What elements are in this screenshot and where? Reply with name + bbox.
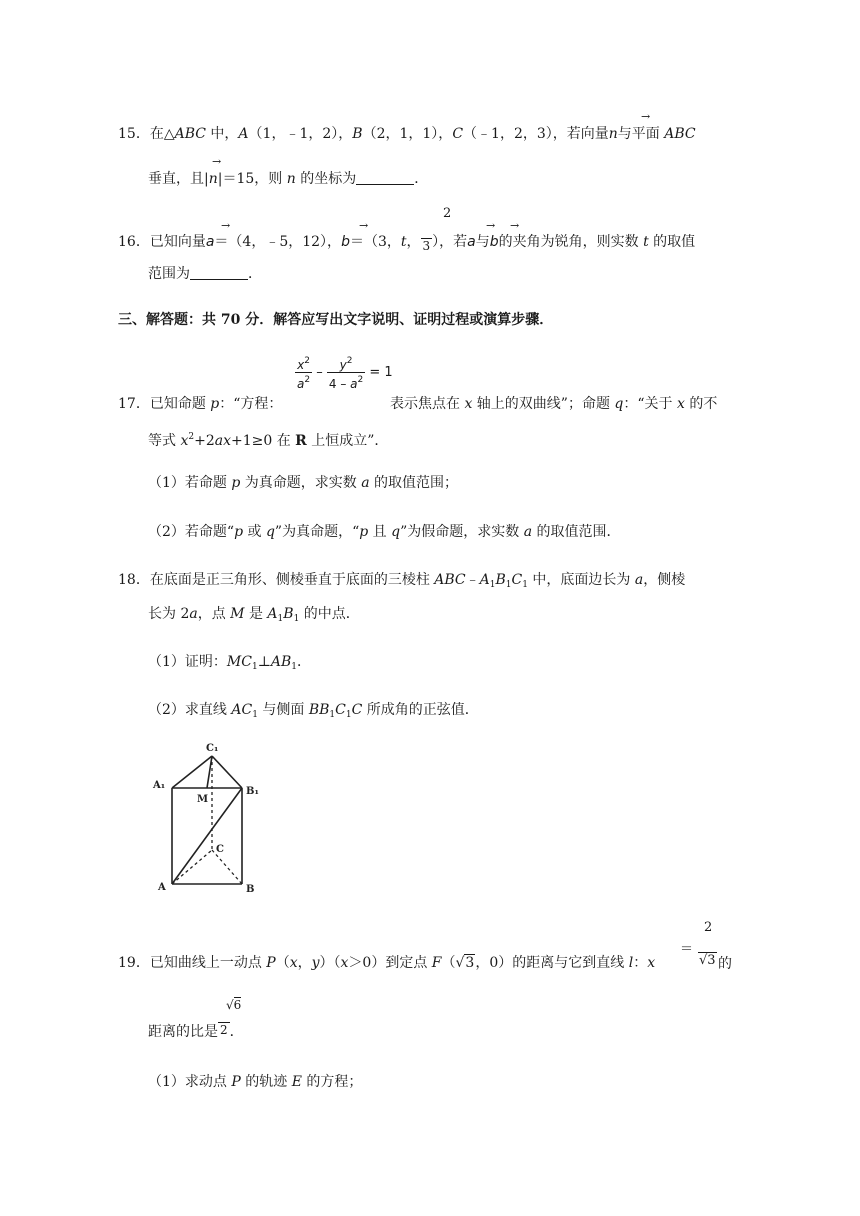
q18-line1 — [118, 570, 685, 595]
q17-frac2 — [327, 354, 365, 391]
q18-line2-text: 长为 2a，点 M 是 $A_1B_1$ 的中点． — [148, 606, 360, 624]
label-C: C — [216, 844, 224, 855]
q17-part1-text: （1）若命题 p 为真命题，求实数 a 的取值范围； — [148, 475, 459, 491]
q17-line1-a — [118, 394, 282, 414]
q15-line2-mid: |＝15，则 n 的坐标为 — [217, 171, 357, 187]
q19-line2-text: 距离的比是 — [148, 1024, 218, 1040]
q15-vec-n: n — [608, 126, 618, 142]
q15-vector-arrow: → — [641, 110, 651, 123]
q16-line2-end: ． — [248, 266, 262, 282]
q19-line1-text: 19．已知曲线上一动点 P（x，y）（x＞0）到定点 F（ — [118, 955, 456, 971]
q17-frac2-den: $4 - a^2$ — [327, 372, 365, 391]
q17-part2-text: （2）若命题“p 或 q”为真命题，“p 且 q”为假命题，求实数 a 的取值范围． — [148, 524, 621, 540]
q19-ratio-num-rad: 6 — [233, 998, 242, 1012]
q16-frac-num: 2 — [443, 206, 452, 221]
q16-line2 — [148, 264, 262, 284]
q16-answer-blank[interactable] — [190, 267, 248, 280]
q15-line2-end: ． — [414, 171, 429, 187]
q16-b-val: ＝（3，t， — [349, 234, 421, 250]
q16-line2-text: 范围为 — [148, 266, 190, 282]
q18-part1 — [148, 652, 311, 677]
q19-line2 — [148, 1022, 244, 1042]
q16-mid: ），若 — [432, 234, 468, 250]
label-M: M — [197, 794, 209, 805]
q17-post: 表示焦点在 x 轴上的双曲线”；命题 q：“关于 x 的不 — [390, 396, 718, 412]
q16-vec-b: b — [341, 234, 350, 250]
q19-line1-mid: ，0）的距离与它到直线 l：x — [475, 955, 656, 971]
q19-ratio-den — [218, 1022, 230, 1037]
q19-line2-end: ． — [229, 1024, 244, 1040]
q17-line2 — [148, 427, 388, 451]
q15-norm-n: n — [208, 171, 218, 187]
q16-arrow-a: → — [221, 219, 231, 232]
edge-A1-C1 — [172, 756, 212, 788]
q16-vec-b2: b — [489, 234, 499, 250]
prism-figure — [150, 738, 270, 898]
q19-frac-den-sqrt: √3 — [699, 953, 716, 968]
q19-frac-den — [698, 952, 717, 968]
q19-ratio-num: √6 — [226, 998, 242, 1012]
q16-arrow-a2: → — [486, 219, 496, 232]
q17-rhs: = 1 — [369, 365, 393, 380]
q17-line1-b — [390, 394, 717, 414]
q19-frac-num: 2 — [704, 920, 713, 935]
label-B1: B₁ — [246, 786, 259, 797]
q17-frac2-num: $y^2$ — [339, 356, 353, 372]
q15-text: 15．在△ABC 中，A（1，﹣1，2），B（2，1，1），C（﹣1，2，3），若向量 — [118, 126, 609, 142]
label-A1: A₁ — [153, 780, 166, 791]
edge-A-C — [172, 850, 212, 884]
q17-frac1 — [295, 354, 312, 391]
q17-frac1-den: $a^2$ — [295, 372, 312, 391]
q15-norm-arrow: → — [212, 155, 222, 168]
q16-and: 与 — [475, 234, 490, 250]
q16-arrow-b: → — [359, 219, 369, 232]
section3-text: 三、解答题：共 70 分．解答应写出文字说明、证明过程或演算步骤． — [118, 312, 554, 328]
q18-part2 — [148, 700, 479, 725]
q19-eq-sign: ＝ — [680, 942, 694, 957]
q17-frac1-num: $x^2$ — [297, 356, 310, 372]
q18-line2 — [148, 604, 360, 629]
q15-text-tail: 与平面 ABC — [617, 126, 696, 142]
q19-ratio-den-val: 2 — [220, 1023, 228, 1037]
q17-minus: – — [316, 365, 323, 380]
q16-vec-a: a — [205, 234, 215, 250]
q16-frac-den: 3 — [422, 239, 431, 253]
label-C1: C₁ — [206, 743, 219, 754]
q15-answer-blank[interactable] — [356, 172, 414, 185]
q17-line2-text: 等式 $x^2+2ax+1\ge 0$ 在 R 上恒成立”． — [148, 432, 389, 449]
q17-equation — [295, 354, 393, 391]
q17-part1 — [148, 473, 458, 493]
q16-vec-a2: a — [467, 234, 476, 250]
q16-line1 — [118, 232, 695, 253]
q19-part1 — [148, 1072, 362, 1092]
q16-pre: 16．已知向量 — [118, 234, 206, 250]
q18-part2-text: （2）求直线 $AC_1$ 与侧面 $BB_1C_1C$ 所成角的正弦值． — [148, 702, 479, 720]
q16-fraction — [421, 238, 433, 253]
section3-heading — [118, 310, 553, 330]
q15-line2-pre: 垂直，且| — [148, 171, 209, 187]
q19-line1-end: 的 — [718, 956, 732, 972]
edge-C1-B1 — [212, 756, 242, 788]
q16-a-val: ＝（4，﹣5，12）， — [214, 234, 342, 250]
label-B: B — [246, 884, 255, 895]
q16-tail: 的夹角为锐角，则实数 t 的取值 — [498, 234, 696, 250]
q19-line1 — [118, 953, 655, 973]
q15-line1 — [118, 124, 696, 144]
edge-C-B — [212, 850, 242, 884]
edge-M-C1 — [207, 756, 212, 788]
q17-part2 — [148, 522, 621, 542]
q18-part1-text: （1）证明：$MC_1\perp AB_1$． — [148, 654, 312, 672]
q19-sqrt3: √3 — [455, 955, 475, 971]
q19-sqrt3-rad: 3 — [465, 955, 475, 971]
q15-line2 — [148, 169, 428, 189]
q16-arrow-b2: → — [510, 219, 520, 232]
label-A: A — [158, 882, 166, 893]
q18-line1-text: 18．在底面是正三角形、侧棱垂直于底面的三棱柱 $ABC﹣A_1B_1C_1$ 中，底面边长为 a，侧棱 — [118, 572, 686, 590]
q19-frac-den-rad: 3 — [707, 953, 716, 968]
q19-part1-text: （1）求动点 P 的轨迹 E 的方程； — [148, 1074, 363, 1090]
q17-pre: 17．已知命题 p：“方程： — [118, 396, 283, 412]
